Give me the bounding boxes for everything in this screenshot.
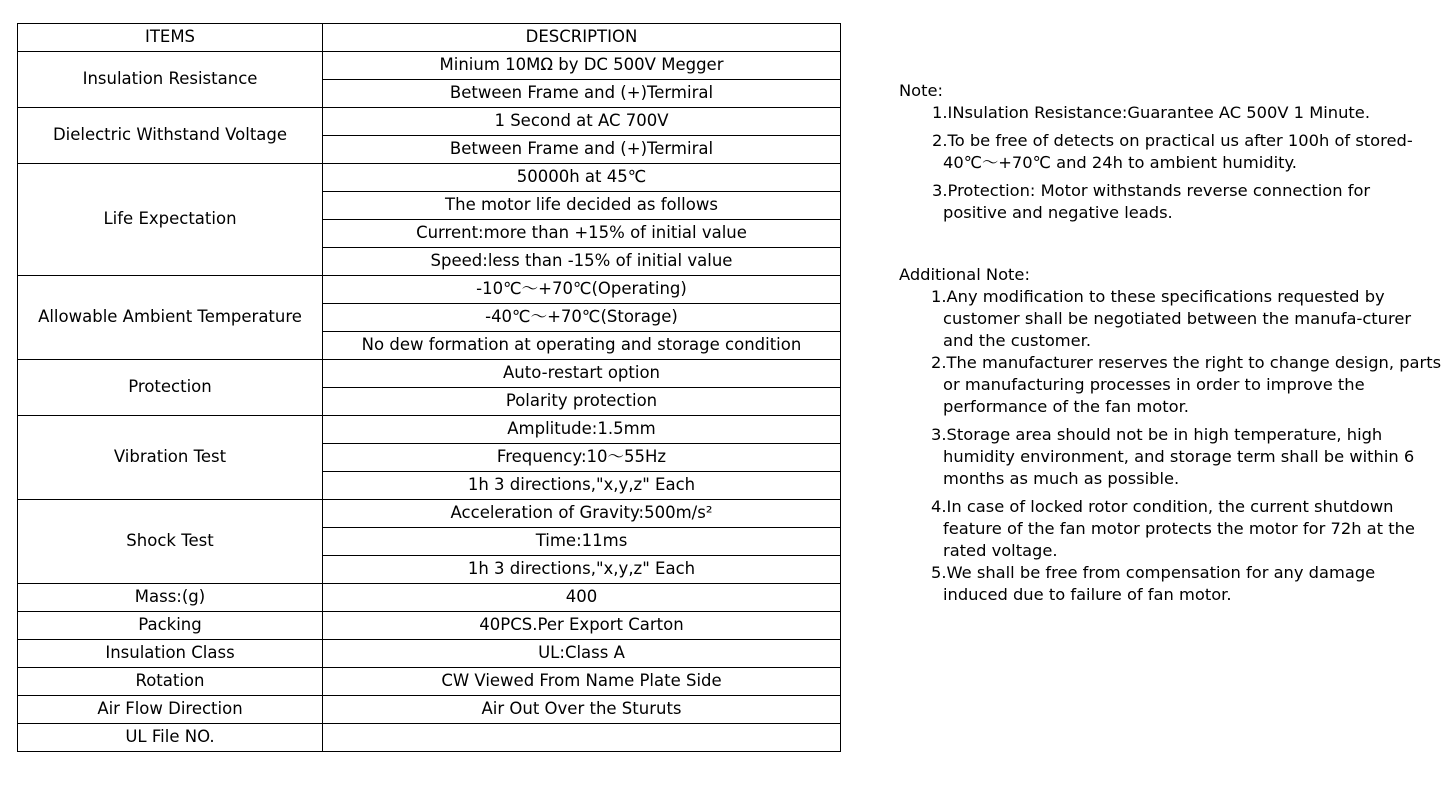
- item-cell: Air Flow Direction: [18, 696, 323, 724]
- table-row: [18, 360, 841, 388]
- table-row: [18, 696, 841, 724]
- additional-note-item: 2.The manufacturer reserves the right to change design, parts or manufacturing processes in order to improve the performance of the fan motor.: [931, 353, 1442, 416]
- table-row: [18, 52, 841, 80]
- note-section: [899, 80, 1439, 224]
- item-cell: Mass:(g): [18, 584, 323, 612]
- item-cell: Insulation Resistance: [18, 52, 323, 108]
- table-header-row: [18, 24, 841, 52]
- table-row: [18, 164, 841, 192]
- item-cell: Dielectric Withstand Voltage: [18, 108, 323, 164]
- description-cell: Between Frame and (+)Termiral: [323, 136, 841, 164]
- description-cell: Speed:less than -15% of initial value: [323, 248, 841, 276]
- description-cell: Frequency:10～55Hz: [323, 444, 841, 472]
- table-row: [18, 276, 841, 304]
- note-item: 3.Protection: Motor withstands reverse connection for positive and negative leads.: [932, 181, 1371, 222]
- description-cell: CW Viewed From Name Plate Side: [323, 668, 841, 696]
- item-cell: Allowable Ambient Temperature: [18, 276, 323, 360]
- description-cell: 50000h at 45℃: [323, 164, 841, 192]
- table-row: [18, 500, 841, 528]
- table-body: [18, 52, 841, 752]
- table-row: [18, 724, 841, 752]
- description-cell: Air Out Over the Sturuts: [323, 696, 841, 724]
- item-cell: Life Expectation: [18, 164, 323, 276]
- note-item: 1.INsulation Resistance:Guarantee AC 500V 1 Minute.: [932, 103, 1370, 122]
- column-header-items: ITEMS: [18, 24, 323, 52]
- item-cell: Shock Test: [18, 500, 323, 584]
- column-header-description: DESCRIPTION: [323, 24, 841, 52]
- item-cell: Packing: [18, 612, 323, 640]
- additional-note-section: [899, 264, 1444, 606]
- description-cell: Amplitude:1.5mm: [323, 416, 841, 444]
- note-item: 2.To be free of detects on practical us after 100h of stored-40℃～+70℃ and 24h to ambient humidity.: [932, 131, 1413, 172]
- table-row: [18, 584, 841, 612]
- description-cell: Auto-restart option: [323, 360, 841, 388]
- spec-table: [17, 23, 841, 752]
- description-cell: No dew formation at operating and storage condition: [323, 332, 841, 360]
- description-cell: UL:Class A: [323, 640, 841, 668]
- note-heading: Note:: [899, 81, 944, 100]
- description-cell: Time:11ms: [323, 528, 841, 556]
- note-list: [899, 102, 1439, 224]
- additional-note-item: 1.Any modification to these specifications requested by customer shall be negotiated between the manufa-cturer and the customer.: [931, 287, 1412, 350]
- description-cell: 1h 3 directions,"x,y,z" Each: [323, 472, 841, 500]
- item-cell: Protection: [18, 360, 323, 416]
- description-cell: -40℃～+70℃(Storage): [323, 304, 841, 332]
- description-cell: [323, 724, 841, 752]
- item-cell: Vibration Test: [18, 416, 323, 500]
- item-cell: UL File NO.: [18, 724, 323, 752]
- item-cell: Insulation Class: [18, 640, 323, 668]
- description-cell: 1h 3 directions,"x,y,z" Each: [323, 556, 841, 584]
- description-cell: -10℃～+70℃(Operating): [323, 276, 841, 304]
- additional-note-item: 4.In case of locked rotor condition, the current shutdown feature of the fan motor protects the motor for 72h at the rated voltage.: [931, 497, 1415, 560]
- description-cell: Between Frame and (+)Termiral: [323, 80, 841, 108]
- item-cell: Rotation: [18, 668, 323, 696]
- additional-note-item: 5.We shall be free from compensation for any damage induced due to failure of fan motor.: [931, 563, 1376, 604]
- table-row: [18, 416, 841, 444]
- description-cell: Acceleration of Gravity:500m/s²: [323, 500, 841, 528]
- additional-note-heading: Additional Note:: [899, 265, 1030, 284]
- additional-note-list: [899, 286, 1444, 606]
- description-cell: The motor life decided as follows: [323, 192, 841, 220]
- table-row: [18, 668, 841, 696]
- table-row: [18, 108, 841, 136]
- table-row: [18, 640, 841, 668]
- description-cell: 400: [323, 584, 841, 612]
- description-cell: Polarity protection: [323, 388, 841, 416]
- additional-note-item: 3.Storage area should not be in high temperature, high humidity environment, and storage term shall be within 6 months as much as possible.: [931, 425, 1415, 488]
- description-cell: 1 Second at AC 700V: [323, 108, 841, 136]
- description-cell: Minium 10MΩ by DC 500V Megger: [323, 52, 841, 80]
- description-cell: Current:more than +15% of initial value: [323, 220, 841, 248]
- table-row: [18, 612, 841, 640]
- description-cell: 40PCS.Per Export Carton: [323, 612, 841, 640]
